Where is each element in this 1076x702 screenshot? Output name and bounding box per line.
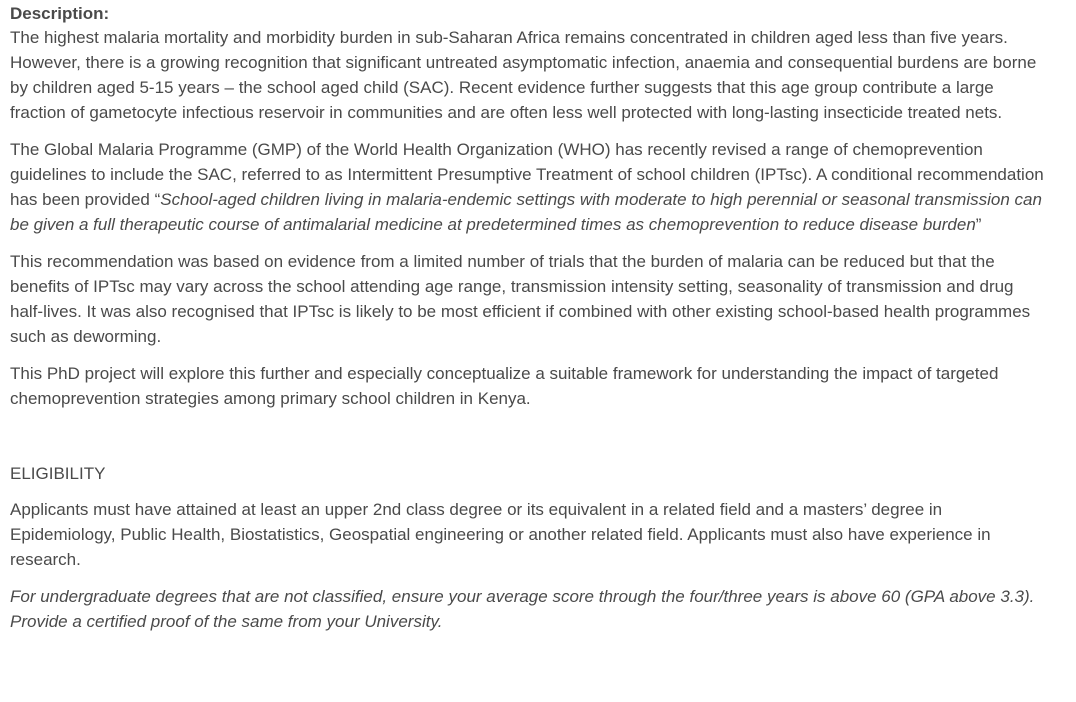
paragraph-2-text: The Global Malaria Programme (GMP) of the World Health Organization (WHO) has recently revised a range of chemoprevention guidelines to include the SAC, referred to as Intermittent Presumptive Treatment of school children (IPTsc). A conditional recommendation has been provided “ xyxy=(10,140,1044,209)
quote-close-mark: ” xyxy=(975,215,982,234)
eligibility-heading: ELIGIBILITY xyxy=(10,464,106,483)
recommendation-quote: School-aged children living in malaria-endemic settings with moderate to high perennial or seasonal transmission can be given a full therapeutic course of antimalarial medicine at predetermined times as chemoprevention to reduce disease burden xyxy=(10,190,1042,234)
description-paragraph-4: This PhD project will explore this further and especially conceptualize a suitable framework for understanding the impact of targeted chemoprevention strategies among primary school children in Kenya. xyxy=(10,364,999,408)
description-paragraph-3: This recommendation was based on evidence from a limited number of trials that the burden of malaria can be reduced but that the benefits of IPTsc may vary across the school attending age range, transmission intensity setting, seasonality of transmission and drug half-lives. It was also recognised that IPTsc is likely to be most efficient if combined with other existing school-based health programmes such as deworming. xyxy=(10,252,1031,346)
eligibility-paragraph-2: For undergraduate degrees that are not classified, ensure your average score through the four/three years is above 60 (GPA above 3.3). Provide a certified proof of the same from your University. xyxy=(10,587,1035,631)
description-paragraph-1: The highest malaria mortality and morbidity burden in sub-Saharan Africa remains concentrated in children aged less than five years. However, there is a growing recognition that significant untreated asymptomatic infection, anaemia and consequential burdens are borne by children aged 5-15 years – the school aged child (SAC). Recent evidence further suggests that this age group contribute a large fraction of gametocyte infectious reservoir in communities and are often less well protected with long-lasting insecticide treated nets. xyxy=(10,28,1037,122)
description-paragraph-2 xyxy=(10,137,1050,237)
eligibility-paragraph-1: Applicants must have attained at least an upper 2nd class degree or its equivalent in a related field and a masters’ degree in Epidemiology, Public Health, Biostatistics, Geospatial engineering or another related field. Applicants must also have experience in research. xyxy=(10,500,991,569)
description-heading: Description: xyxy=(10,4,110,23)
